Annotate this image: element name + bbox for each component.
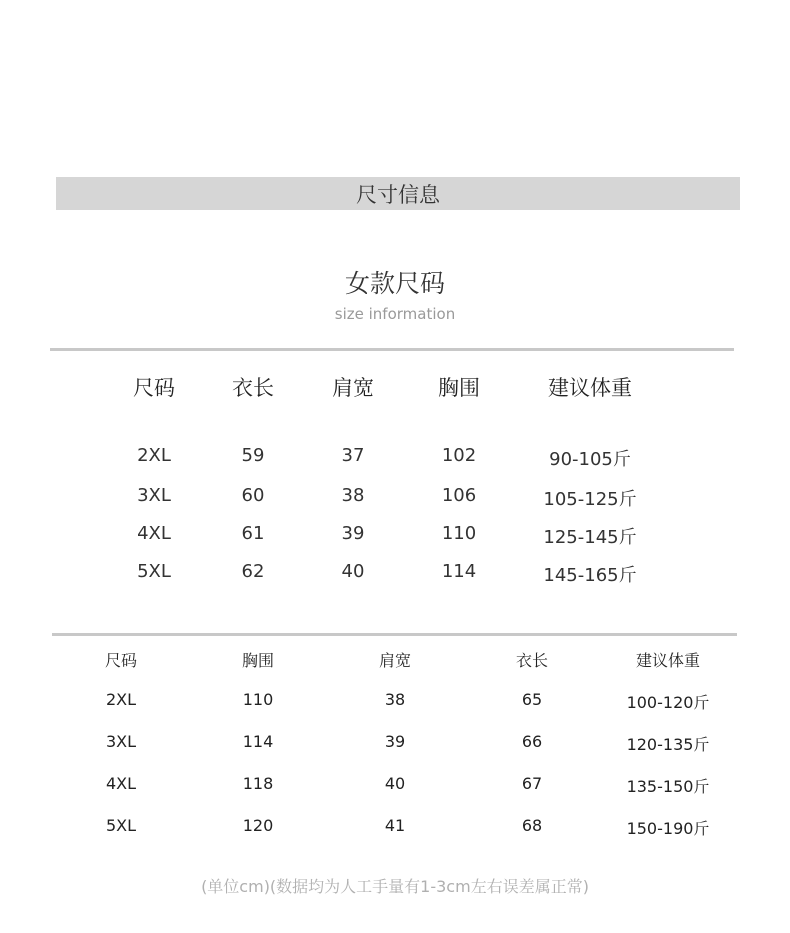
header-shoulder: 肩宽 — [332, 376, 374, 400]
section-title: 女款尺码 — [344, 269, 445, 298]
table-cell: 118 — [242, 774, 274, 793]
table-cell: 135-150斤 — [626, 777, 710, 796]
divider-middle — [52, 633, 737, 636]
header-size: 尺码 — [104, 651, 138, 670]
size-info-banner — [56, 177, 740, 210]
table-cell: 100-120斤 — [626, 693, 710, 712]
header-size: 尺码 — [133, 376, 175, 400]
table-cell: 150-190斤 — [626, 819, 710, 838]
table-cell: 114 — [242, 732, 274, 751]
table-cell: 120 — [242, 816, 274, 835]
header-shoulder: 肩宽 — [378, 651, 412, 670]
table-cell: 67 — [521, 774, 543, 793]
table-cell: 105-125斤 — [543, 489, 637, 510]
section-subtitle: size information — [334, 305, 456, 323]
table-cell: 4XL — [137, 523, 171, 544]
table-cell: 39 — [341, 523, 365, 544]
table-cell: 4XL — [105, 774, 137, 793]
table-cell: 68 — [521, 816, 543, 835]
table-cell: 110 — [242, 690, 274, 709]
header-length: 衣长 — [232, 376, 274, 400]
table-cell: 40 — [384, 774, 406, 793]
header-weight: 建议体重 — [548, 376, 632, 400]
table-cell: 41 — [384, 816, 406, 835]
table-cell: 5XL — [137, 561, 171, 582]
table-cell: 3XL — [105, 732, 137, 751]
table-cell: 106 — [441, 485, 477, 506]
banner-title: 尺寸信息 — [356, 182, 440, 207]
table-cell: 40 — [341, 561, 365, 582]
table-cell: 2XL — [105, 690, 137, 709]
table-cell: 145-165斤 — [543, 565, 637, 586]
table-cell: 62 — [241, 561, 265, 582]
table-cell: 110 — [441, 523, 477, 544]
table-cell: 39 — [384, 732, 406, 751]
table-cell: 61 — [241, 523, 265, 544]
table-cell: 5XL — [105, 816, 137, 835]
divider-top — [50, 348, 734, 351]
table-cell: 102 — [441, 445, 477, 466]
table-cell: 60 — [241, 485, 265, 506]
table-cell: 3XL — [137, 485, 171, 506]
table-cell: 2XL — [137, 445, 171, 466]
table-cell: 120-135斤 — [626, 735, 710, 754]
table-cell: 114 — [441, 561, 477, 582]
table-cell: 38 — [384, 690, 406, 709]
table-cell: 65 — [521, 690, 543, 709]
table-cell: 38 — [341, 485, 365, 506]
table-cell: 90-105斤 — [549, 449, 631, 470]
header-weight: 建议体重 — [635, 651, 701, 670]
measurement-note: (单位cm)(数据均为人工手量有1-3cm左右误差属正常) — [201, 877, 589, 896]
table-cell: 66 — [521, 732, 543, 751]
table-cell: 37 — [341, 445, 365, 466]
table-cell: 125-145斤 — [543, 527, 637, 548]
header-chest: 胸围 — [241, 651, 275, 670]
table-cell: 59 — [241, 445, 265, 466]
header-chest: 胸围 — [438, 376, 480, 400]
header-length: 衣长 — [515, 651, 549, 670]
